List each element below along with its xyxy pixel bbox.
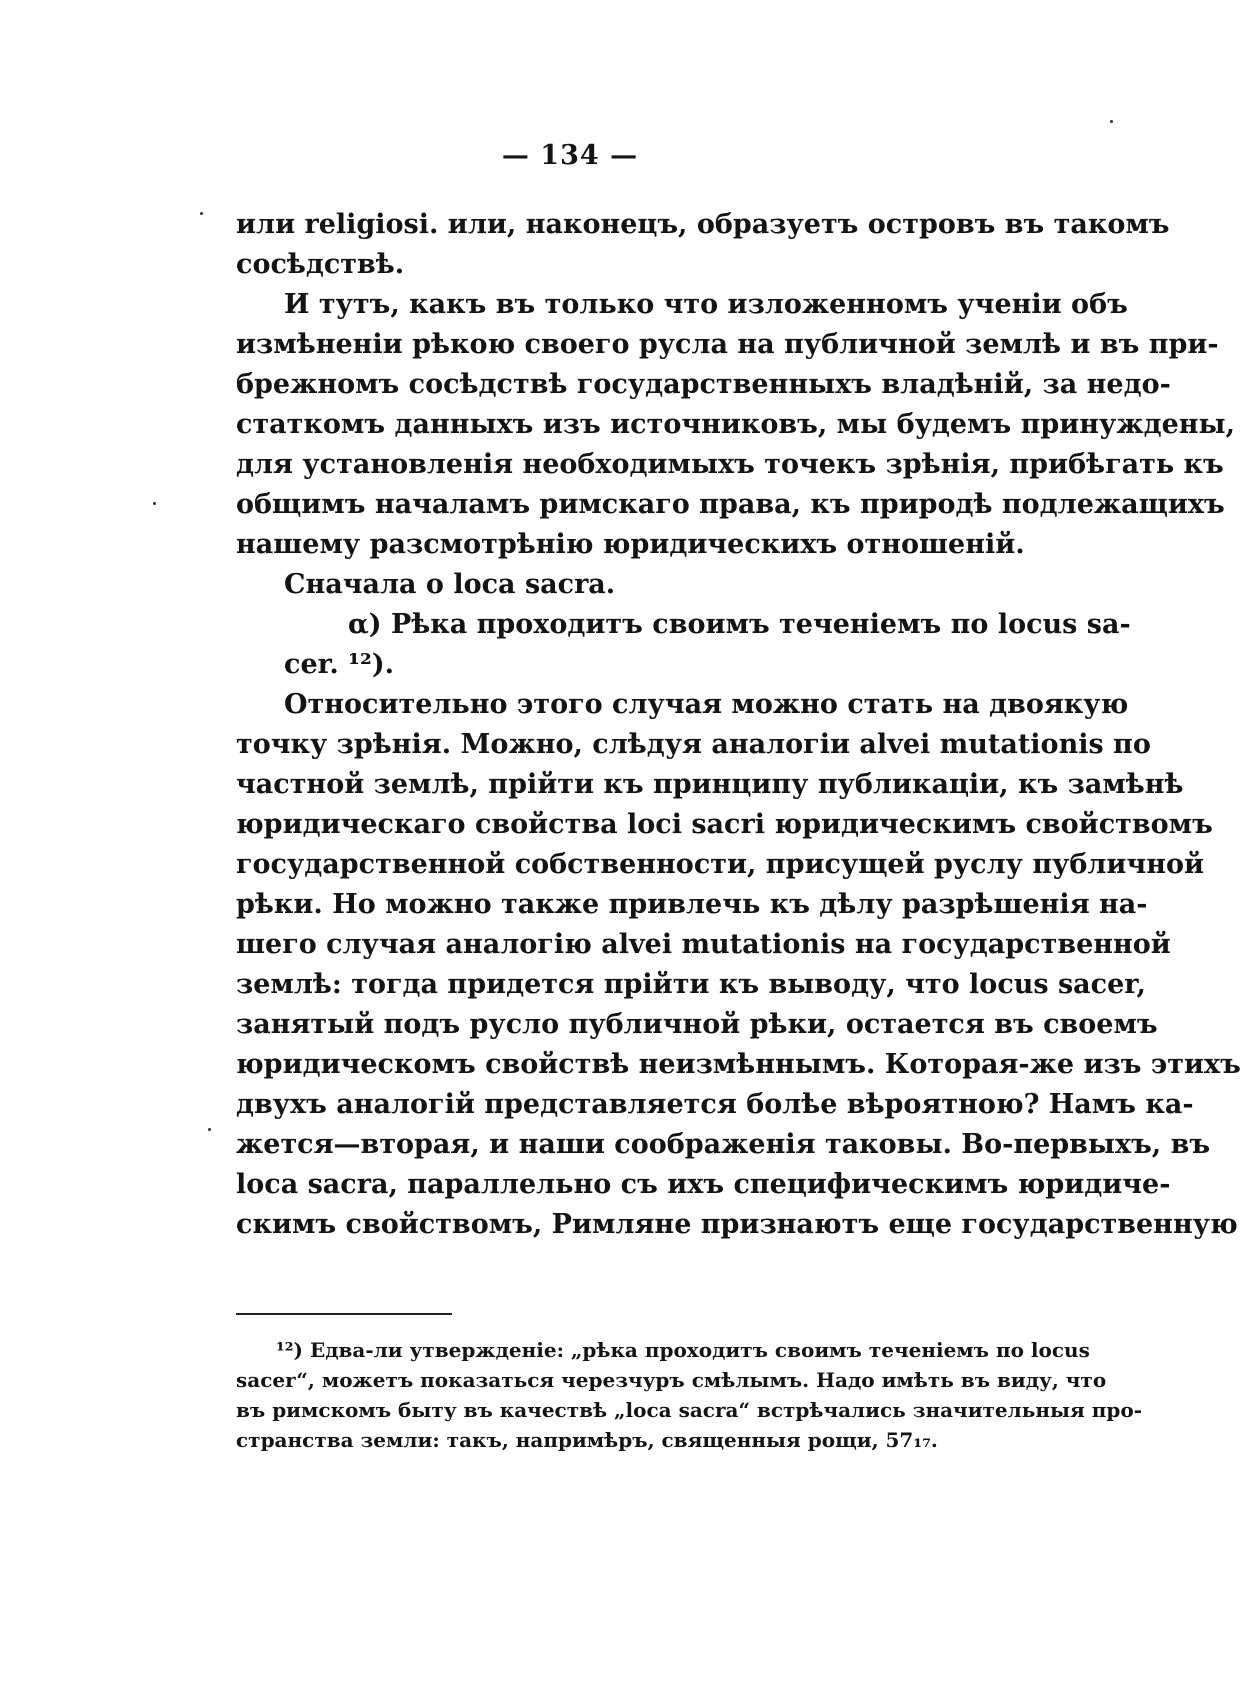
footnote-line: странства земли: такъ, напримѣръ, священныя рощи, 57₁₇. (236, 1428, 938, 1452)
footnote-line: въ римскомъ быту въ качествѣ „loca sacra“ встрѣчались значительныя про- (236, 1398, 1143, 1422)
text-line: для установленія необходимыхъ точекъ зрѣнія, прибѣгать къ (236, 449, 1224, 480)
footnote-divider (236, 1313, 452, 1315)
text-line: рѣки. Но можно также привлечь къ дѣлу разрѣшенія на- (236, 889, 1148, 920)
text-line: Относительно этого случая можно стать на двоякую (284, 689, 1129, 720)
scan-speck (1110, 120, 1113, 123)
text-line: скимъ свойствомъ, Римляне признаютъ еще государственную (236, 1209, 1238, 1240)
text-line: государственной собственности, присущей руслу публичной (236, 849, 1205, 880)
text-line: точку зрѣнія. Можно, слѣдуя аналогіи alvei mutationis по (236, 729, 1151, 760)
text-line: двухъ аналогій представляется болѣе вѣроятною? Намъ ка- (236, 1089, 1194, 1120)
text-line: или religiosi. или, наконецъ, образуетъ островъ въ такомъ (236, 209, 1170, 240)
text-line: Сначала о loca sacra. (284, 569, 616, 600)
text-line: нашему разсмотрѣнію юридическихъ отношеній. (236, 529, 1025, 560)
text-line: общимъ началамъ римскаго права, къ природѣ подлежащихъ (236, 489, 1225, 520)
page-number: — 134 — (501, 140, 639, 171)
text-line: loca sacra, параллельно съ ихъ специфическимъ юридиче- (236, 1169, 1171, 1200)
text-line: юридическомъ свойствѣ неизмѣннымъ. Которая-же изъ этихъ (236, 1049, 1241, 1080)
text-line: юридическаго свойства loci sacri юридическимъ свойствомъ (236, 809, 1213, 840)
text-line: жется—вторая, и наши соображенія таковы. Во-первыхъ, въ (236, 1129, 1211, 1160)
scan-speck (200, 212, 203, 215)
footnote (236, 1335, 1143, 1455)
main-text (236, 205, 1241, 1245)
text-line: занятый подъ русло публичной рѣки, остается въ своемъ (236, 1009, 1158, 1040)
text-line: землѣ: тогда придется прійти къ выводу, что locus sacer, (236, 969, 1146, 1000)
text-line: статкомъ данныхъ изъ источниковъ, мы будемъ принуждены, (236, 409, 1235, 440)
footnote-line: ¹²) Едва-ли утвержденіе: „рѣка проходитъ своимъ теченіемъ по locus (276, 1338, 1090, 1362)
text-line: сосѣдствѣ. (236, 249, 405, 280)
scan-speck (153, 502, 156, 505)
text-line: брежномъ сосѣдствѣ государственныхъ владѣній, за недо- (236, 369, 1171, 400)
text-line: cer. ¹²). (284, 649, 394, 680)
text-line: частной землѣ, прійти къ принципу публикаціи, къ замѣнѣ (236, 769, 1184, 800)
footnote-line: sacer“, можетъ показаться черезчуръ смѣлымъ. Надо имѣть въ виду, что (236, 1368, 1107, 1392)
scan-speck (208, 1128, 211, 1131)
text-line: α) Рѣка проходитъ своимъ теченіемъ по locus sa- (348, 609, 1131, 640)
text-line: шего случая аналогію alvei mutationis на государственной (236, 929, 1171, 960)
text-line: И тутъ, какъ въ только что изложенномъ ученіи объ (284, 289, 1128, 320)
text-line: измѣненіи рѣкою своего русла на публичной землѣ и въ при- (236, 329, 1219, 360)
